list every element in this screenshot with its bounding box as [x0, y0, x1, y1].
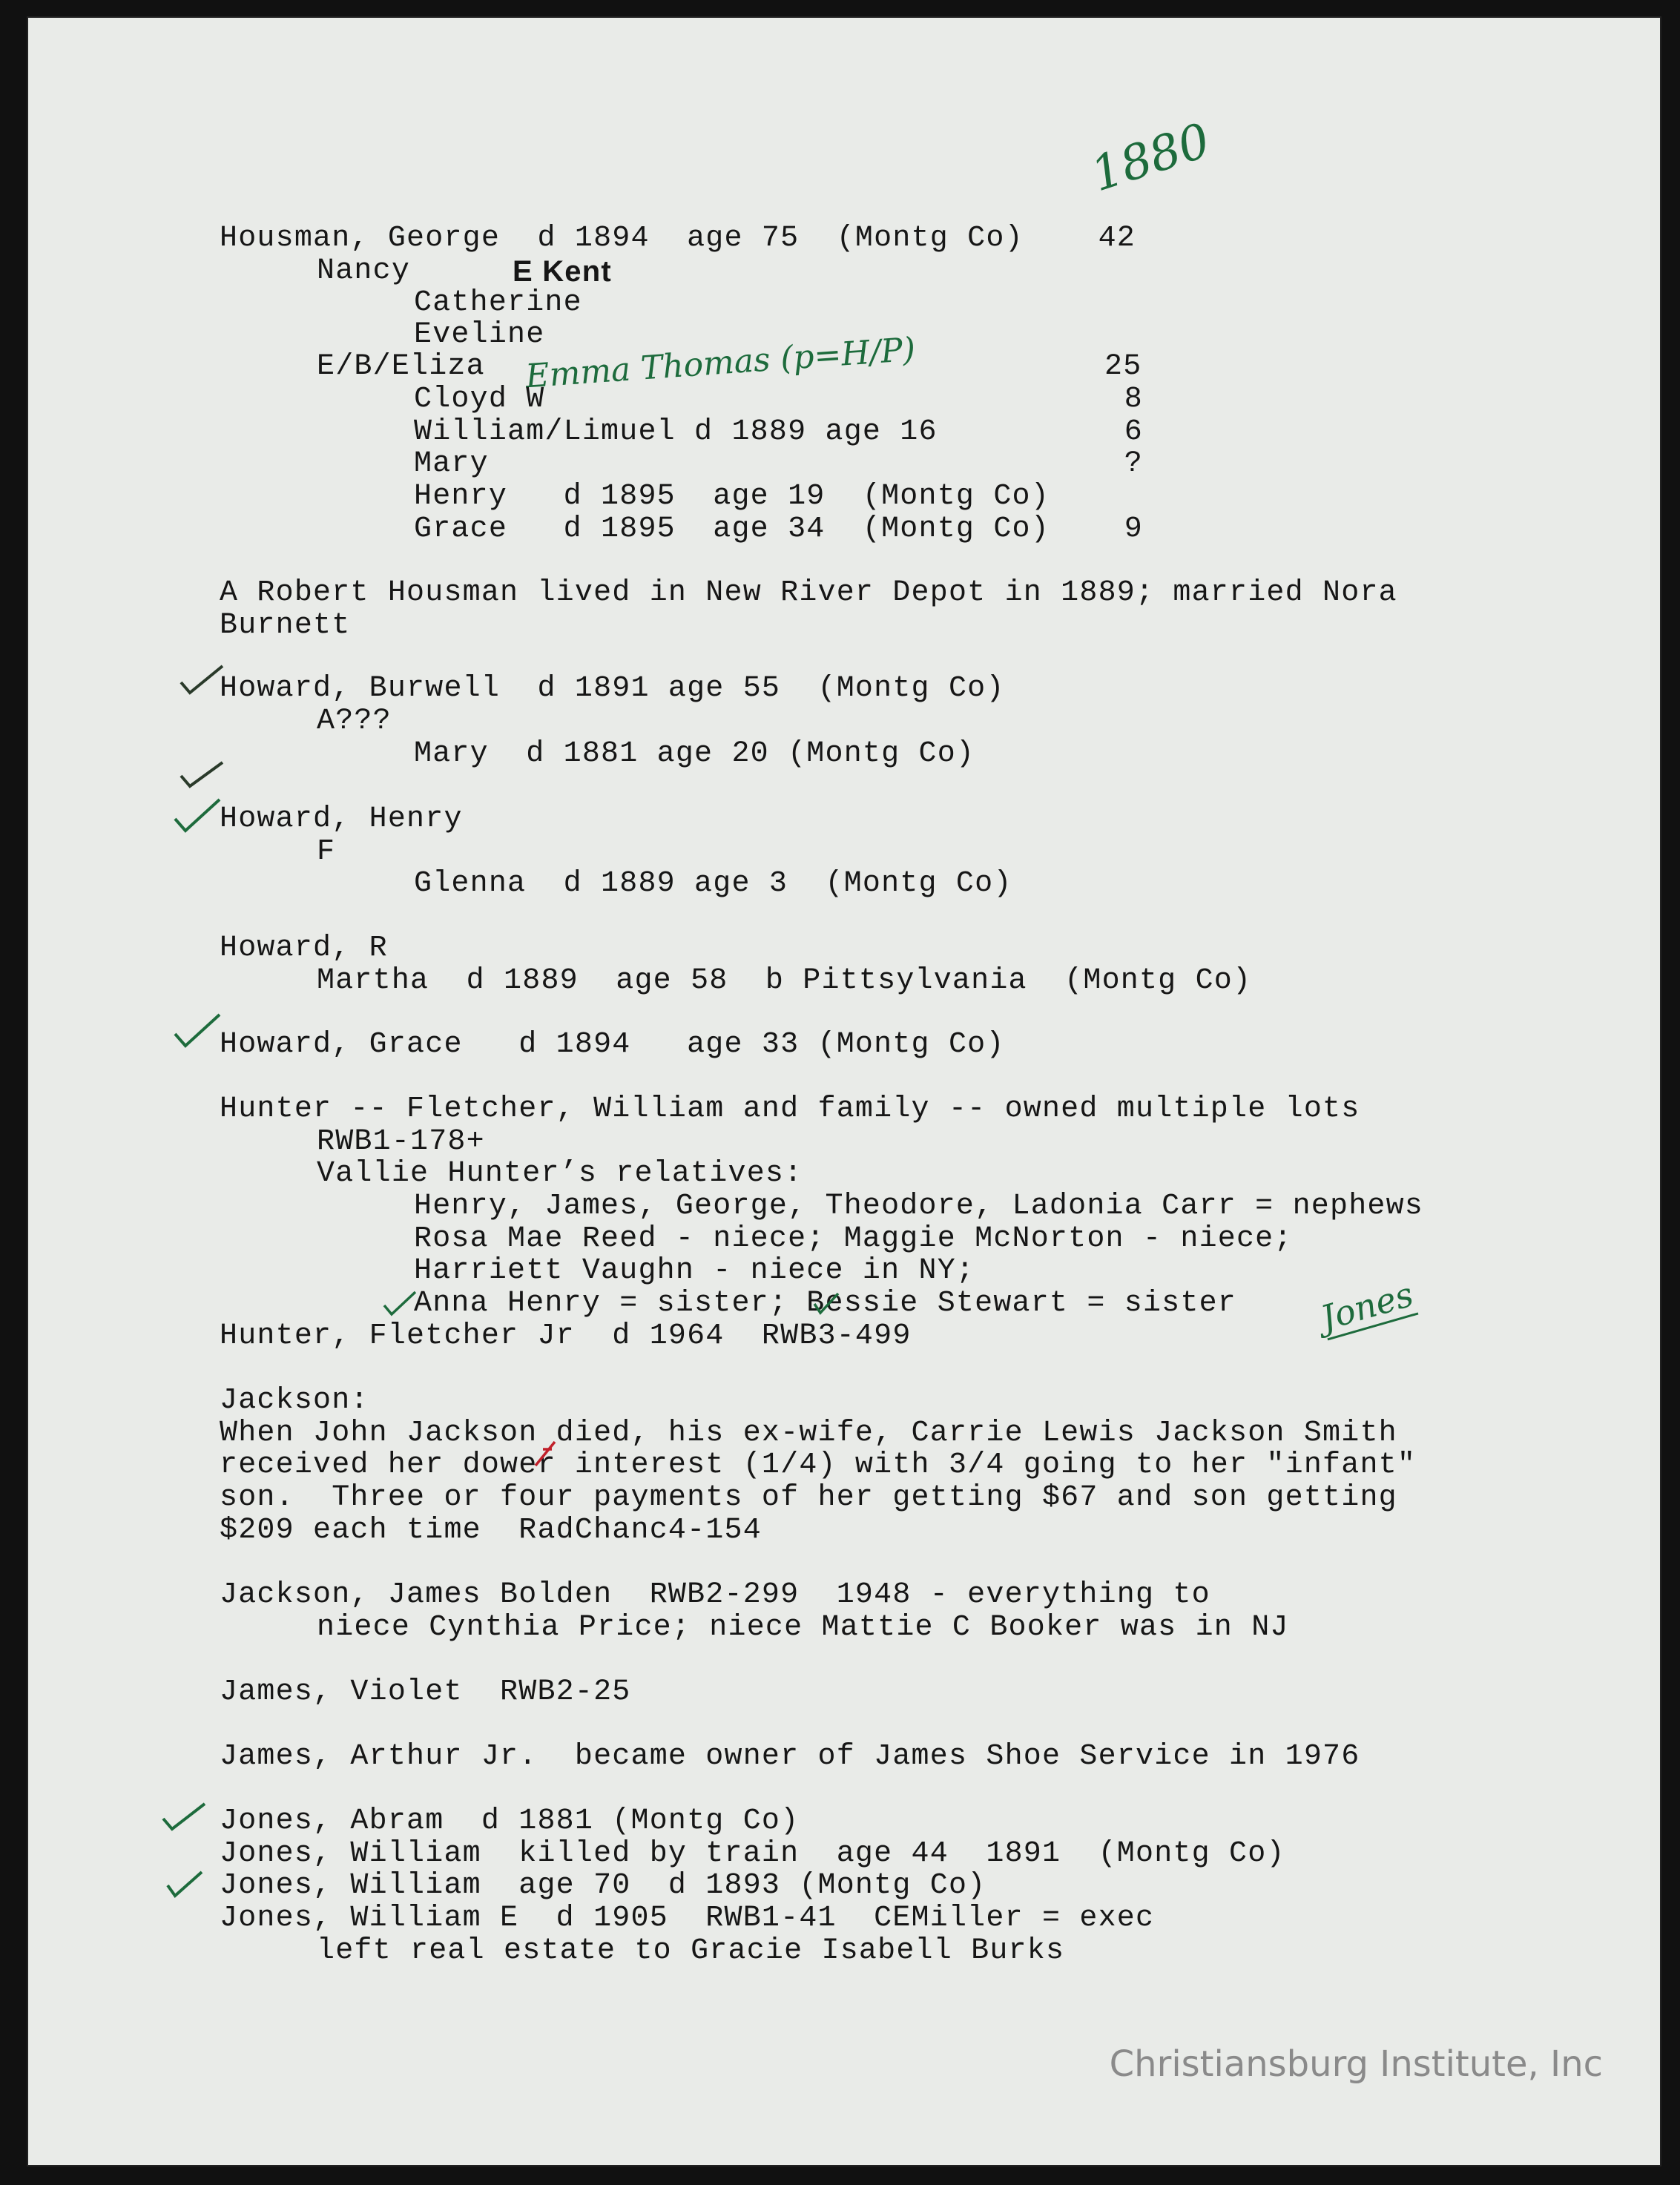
line-eliza: E/B/Eliza — [317, 350, 485, 383]
check-mark-icon — [174, 1012, 221, 1052]
check-mark-icon — [162, 1799, 206, 1836]
handwritten-note-jones: Jones — [1317, 1274, 1418, 1341]
line-james-bolden: Jackson, James Bolden RWB2-299 1948 - everything to — [220, 1578, 1210, 1612]
line-cynthia-price: niece Cynthia Price; niece Mattie C Booker was in NJ — [317, 1611, 1289, 1644]
line-howard-burwell: Howard, Burwell d 1891 age 55 (Montg Co) — [220, 672, 1005, 705]
document-page — [28, 18, 1660, 2165]
check-mark-icon — [383, 1291, 417, 1319]
line-jones-william-70: Jones, William age 70 d 1893 (Montg Co) — [220, 1869, 986, 1902]
line-nephews: Henry, James, George, Theodore, Ladonia Carr = nephews — [414, 1190, 1424, 1223]
check-mark-icon — [179, 663, 224, 699]
line-e-kent: E Kent — [513, 255, 612, 288]
line-jones-william-train: Jones, William killed by train age 44 1891 (Montg Co) — [220, 1837, 1285, 1871]
line-f: F — [317, 835, 336, 869]
line-jackson-2: received her dower interest (1/4) with 3/4 going to her "infant" — [220, 1449, 1417, 1482]
line-nancy: Nancy — [317, 254, 411, 288]
line-gracie-burks: left real estate to Gracie Isabell Burks — [317, 1934, 1065, 1968]
line-jackson-3: son. Three or four payments of her getting $67 and son getting — [220, 1481, 1397, 1515]
handwritten-year: 1880 — [1084, 113, 1217, 203]
line-harriett: Harriett Vaughn - niece in NY; — [414, 1254, 975, 1288]
line-howard-henry: Howard, Henry — [220, 803, 463, 836]
check-mark-icon — [179, 757, 224, 793]
line-jones-william-e: Jones, William E d 1905 RWB1-41 CEMiller = exec — [220, 1902, 1155, 1935]
line-howard-grace: Howard, Grace d 1894 age 33 (Montg Co) — [220, 1028, 1005, 1061]
check-mark-icon — [813, 1292, 840, 1318]
line-a-unknown: A??? — [317, 705, 392, 738]
line-jackson-4: $209 each time RadChanc4-154 — [220, 1514, 762, 1547]
line-mary: Mary ? — [414, 447, 1143, 481]
line-jackson-1: When John Jackson died, his ex-wife, Carrie Lewis Jackson Smith — [220, 1417, 1397, 1450]
line-robert-housman: A Robert Housman lived in New River Depot in 1889; married Nora — [220, 576, 1397, 610]
check-mark-icon — [174, 797, 221, 837]
line-grace: Grace d 1895 age 34 (Montg Co) 9 — [414, 513, 1143, 546]
line-jones-abram: Jones, Abram d 1881 (Montg Co) — [220, 1805, 800, 1838]
line-hunter-fletcher-jr: Hunter, Fletcher Jr d 1964 RWB3-499 — [220, 1319, 912, 1353]
line-jackson-heading: Jackson: — [220, 1384, 369, 1417]
line-glenna: Glenna d 1889 age 3 (Montg Co) — [414, 867, 1012, 900]
line-cloyd: Cloyd W 8 — [414, 383, 1143, 416]
line-mary-howard: Mary d 1881 age 20 (Montg Co) — [414, 737, 975, 771]
line-william-limuel: William/Limuel d 1889 age 16 6 — [414, 415, 1143, 449]
line-catherine: Catherine — [414, 286, 582, 320]
line-martha: Martha d 1889 age 58 b Pittsylvania (Montg Co) — [317, 964, 1252, 998]
red-correction-mark — [533, 1439, 558, 1472]
line-burnett: Burnett — [220, 609, 351, 642]
line-rwb1-178: RWB1-178+ — [317, 1125, 485, 1159]
line-vallie-relatives: Vallie Hunter’s relatives: — [317, 1157, 803, 1190]
line-sisters: Anna Henry = sister; Bessie Stewart = sister — [414, 1287, 1236, 1320]
line-james-violet: James, Violet RWB2-25 — [220, 1675, 631, 1709]
line-hunter-fletcher: Hunter -- Fletcher, William and family -- owned multiple lots — [220, 1092, 1360, 1126]
line-howard-r: Howard, R — [220, 932, 388, 965]
line-housman-george: Housman, George d 1894 age 75 (Montg Co) 42 — [220, 222, 1136, 255]
line-henry: Henry d 1895 age 19 (Montg Co) — [414, 480, 1050, 513]
line-nieces: Rosa Mae Reed - niece; Maggie McNorton - niece; — [414, 1222, 1293, 1256]
line-eliza-age: 25 — [1104, 350, 1142, 383]
line-james-arthur: James, Arthur Jr. became owner of James Shoe Service in 1976 — [220, 1740, 1360, 1773]
watermark: Christiansburg Institute, Inc — [1109, 2043, 1603, 2085]
line-eveline: Eveline — [414, 318, 545, 352]
check-mark-icon — [166, 1869, 203, 1902]
handwritten-note-eliza: Emma Thomas (p=H/P) — [524, 330, 917, 396]
